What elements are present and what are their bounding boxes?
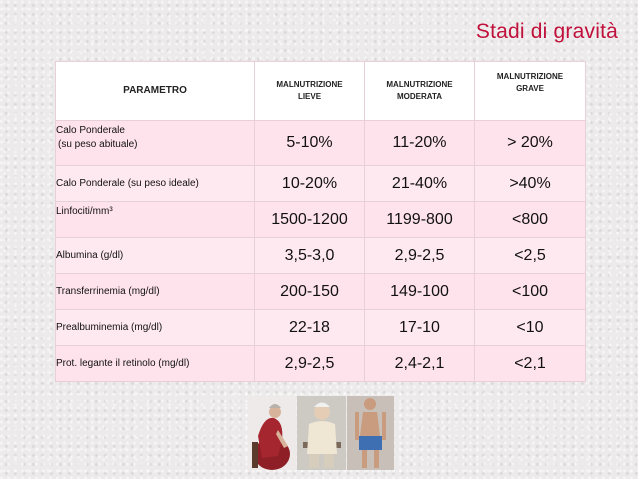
header-grave-line1: MALNUTRIZIONE: [496, 72, 564, 81]
elderly-woman-photo: [248, 396, 296, 470]
cell-moderata: 2,9-2,5: [365, 238, 475, 274]
cell-moderata: 11-20%: [365, 121, 475, 166]
cell-moderata: 21-40%: [365, 166, 475, 202]
cell-lieve: 3,5-3,0: [255, 238, 365, 274]
header-lieve-line1: MALNUTRIZIONE: [276, 80, 343, 89]
row-param: Calo Ponderale (su peso ideale): [56, 166, 255, 202]
cell-lieve: 10-20%: [255, 166, 365, 202]
row-param: Prot. legante il retinolo (mg/dl): [56, 346, 255, 382]
row-param-line1: Calo Ponderale: [56, 125, 125, 136]
table-row: [56, 121, 586, 166]
cell-lieve: 22-18: [255, 310, 365, 346]
thin-man-photo: [347, 396, 394, 470]
table-row: [56, 238, 586, 274]
elderly-man-photo: [297, 396, 346, 470]
table-header-row: [56, 62, 586, 121]
table-row: [56, 274, 586, 310]
row-param-line2: (su peso abituale): [58, 139, 138, 150]
elderly-man-illustration: [297, 396, 346, 470]
severity-table: [55, 61, 586, 382]
row-param: [56, 121, 255, 166]
row-param: Prealbuminemia (mg/dl): [56, 310, 255, 346]
cell-lieve: 2,9-2,5: [255, 346, 365, 382]
cell-lieve: 200-150: [255, 274, 365, 310]
cell-grave: <800: [475, 202, 586, 238]
cell-lieve: 5-10%: [255, 121, 365, 166]
cell-grave: <2,5: [475, 238, 586, 274]
cell-grave: <2,1: [475, 346, 586, 382]
table-row: [56, 166, 586, 202]
cell-grave: > 20%: [475, 121, 586, 166]
table-row: [56, 346, 586, 382]
cell-moderata: 149-100: [365, 274, 475, 310]
cell-grave: <100: [475, 274, 586, 310]
header-grave-line2: GRAVE: [516, 84, 544, 93]
cell-moderata: 2,4-2,1: [365, 346, 475, 382]
elderly-woman-illustration: [248, 396, 296, 470]
table-row: [56, 310, 586, 346]
row-param: Transferrinemia (mg/dl): [56, 274, 255, 310]
header-grave: [475, 62, 586, 121]
header-moderata-line2: MODERATA: [396, 92, 443, 101]
header-moderata-line1: MALNUTRIZIONE: [386, 80, 453, 89]
cell-grave: <10: [475, 310, 586, 346]
cell-moderata: 1199-800: [365, 202, 475, 238]
photo-strip: [248, 396, 394, 470]
cell-lieve: 1500-1200: [255, 202, 365, 238]
header-lieve-line2: LIEVE: [297, 92, 322, 101]
header-moderata: [365, 62, 475, 121]
table-row: [56, 202, 586, 238]
thin-man-illustration: [347, 396, 394, 470]
row-param: Albumina (g/dl): [56, 238, 255, 274]
header-parametro: PARAMETRO: [56, 62, 255, 121]
cell-grave: >40%: [475, 166, 586, 202]
cell-moderata: 17-10: [365, 310, 475, 346]
slide-title: Stadi di gravità: [475, 20, 618, 43]
row-param: Linfociti/mm³: [56, 202, 255, 238]
header-lieve: [255, 62, 365, 121]
